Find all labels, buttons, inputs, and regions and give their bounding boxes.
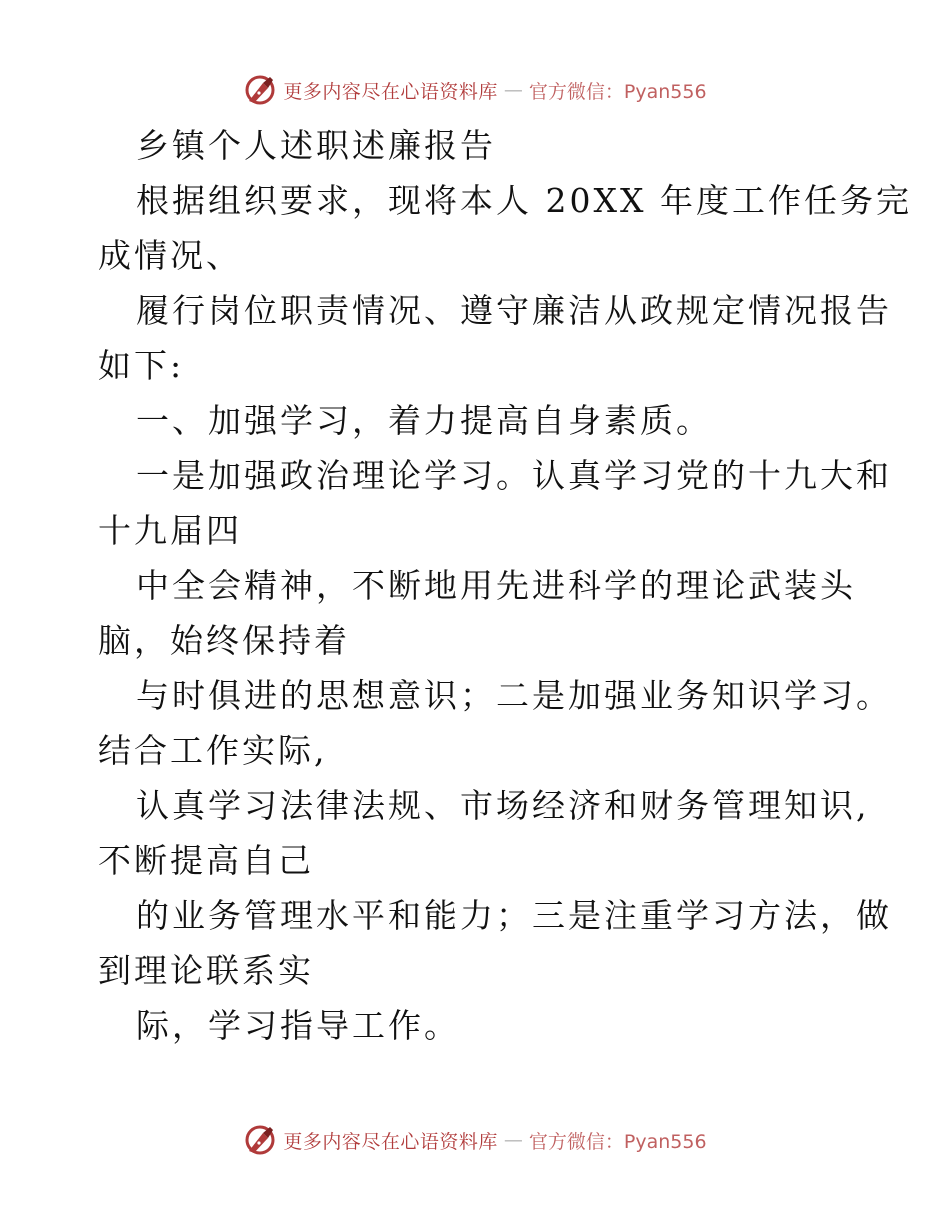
- document-body: [98, 118, 912, 1053]
- header-banner: [0, 70, 950, 110]
- document-line: 中全会精神，不断地用先进科学的理论武装头: [136, 566, 856, 605]
- header-banner-text: 更多内容尽在心语资料库: [283, 80, 498, 103]
- pen-nib-logo-icon: [243, 73, 277, 107]
- document-line: 不断提高自己: [98, 841, 314, 880]
- document-line: 一、加强学习，着力提高自身素质。: [136, 401, 712, 440]
- document-line: 履行岗位职责情况、遵守廉洁从政规定情况报告: [136, 291, 892, 330]
- footer-banner-separator: —: [503, 1129, 523, 1151]
- document-line: 成情况、: [98, 236, 242, 275]
- document-line: 脑，始终保持着: [98, 621, 350, 660]
- header-banner-contact: 官方微信：Pyan556: [528, 80, 707, 103]
- document-line: 际，学习指导工作。: [136, 1006, 460, 1045]
- document-line: 根据组织要求，现将本人 20XX 年度工作任务完: [136, 181, 912, 220]
- document-title: 乡镇个人述职述廉报告: [136, 126, 496, 165]
- document-line: 十九届四: [98, 511, 242, 550]
- document-line: 的业务管理水平和能力；三是注重学习方法，做: [136, 896, 892, 935]
- footer-banner: [0, 1120, 950, 1160]
- pen-nib-logo-icon: [243, 1123, 277, 1157]
- footer-banner-text: 更多内容尽在心语资料库: [283, 1130, 498, 1153]
- document-line: 到理论联系实: [98, 951, 314, 990]
- footer-banner-contact: 官方微信：Pyan556: [528, 1130, 707, 1153]
- footer-banner-inner: [243, 1120, 706, 1160]
- document-line: 如下:: [98, 346, 185, 385]
- document-line: 结合工作实际,: [98, 731, 328, 770]
- header-banner-inner: [243, 70, 706, 110]
- document-line: 认真学习法律法规、市场经济和财务管理知识,: [136, 786, 870, 825]
- header-banner-separator: —: [503, 79, 523, 101]
- document-line: 一是加强政治理论学习。认真学习党的十九大和: [136, 456, 892, 495]
- document-line: 与时俱进的思想意识；二是加强业务知识学习。: [136, 676, 892, 715]
